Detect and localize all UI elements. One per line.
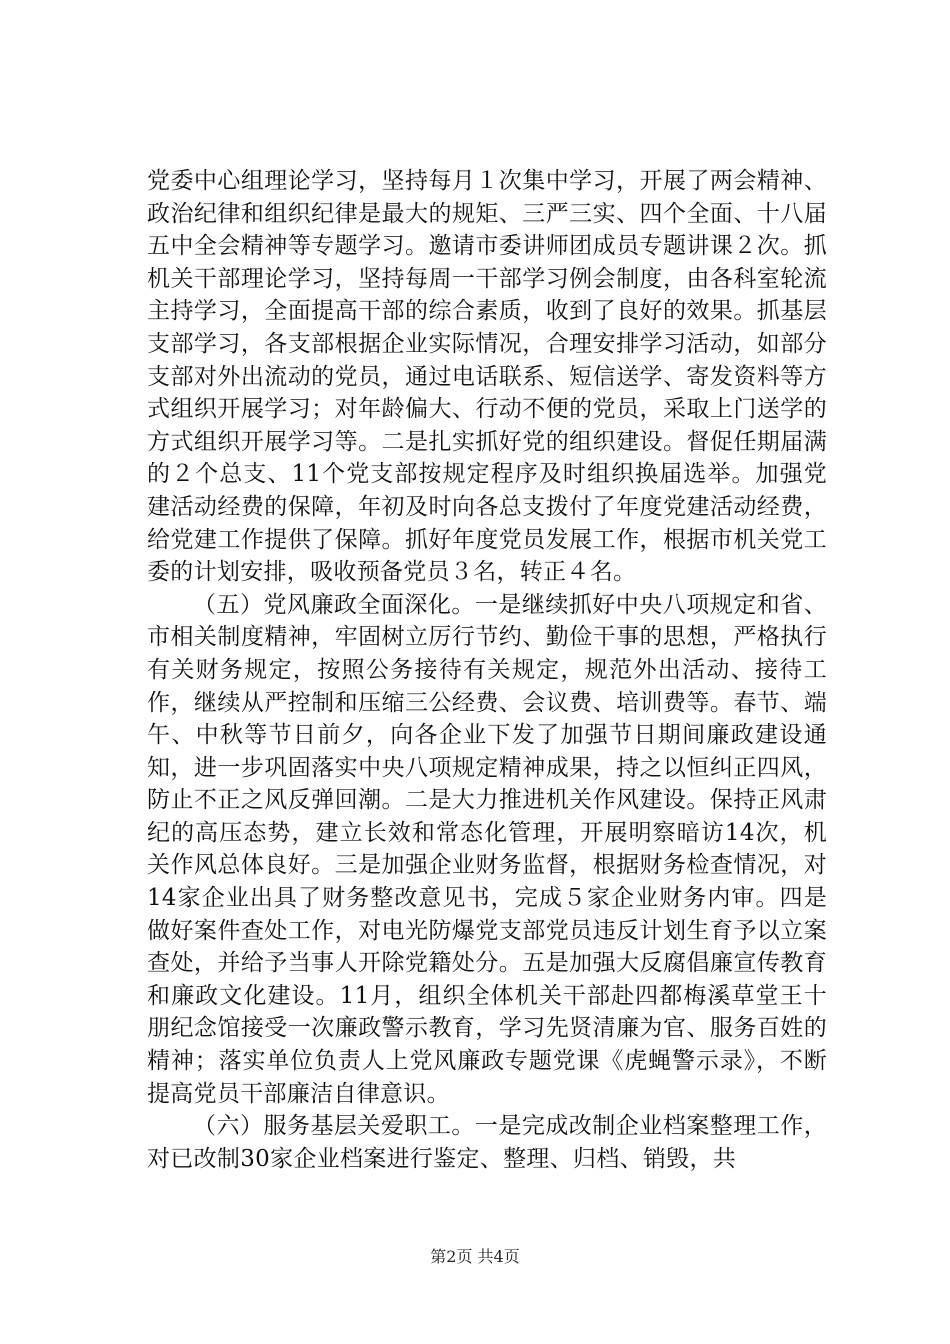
paragraph-party-study: 党委中心组理论学习，坚持每月１次集中学习，开展了两会精神、政治纪律和组织纪律是最大的规矩、三严三实、四个全面、十八届五中全会精神等专题学习。邀请市委讲师团成员专题讲课２次。抓机关干部理论学习，坚持每周一干部学习例会制度，由各科室轮流主持学习，全面提高干部的综合素质，收到了良好的效果。抓基层支部学习，各支部根据企业实际情况，合理安排学习活动，如部分支部对外出流动的党员，通过电话联系、短信送学、寄发资料等方式组织开展学习；对年龄偏大、行动不便的党员，采取上门送学的方式组织开展学习等。二是扎实抓好党的组织建设。督促任期届满的２个总支、11个党支部按规定程序及时组织换届选举。加强党建活动经费的保障，年初及时向各总支拨付了年度党建活动经费，给党建工作提供了保障。抓好年度党员发展工作，根据市机关党工委的计划安排，吸收预备党员３名，转正４名。 (147, 168, 827, 586)
paragraph-serve-grassroots: （六）服务基层关爱职工。一是完成改制企业档案整理工作，对已改制30家企业档案进行鉴定、整理、归档、销毁，共 (147, 1113, 827, 1172)
paragraph-clean-governance: （五）党风廉政全面深化。一是继续抓好中央八项规定和省、市相关制度精神，牢固树立厉行节约、勤俭干事的思想，严格执行有关财务规定，按照公务接待有关规定，规范外出活动、接待工作，继续从严控制和压缩三公经费、会议费、培训费等。春节、端午、中秋等节日前夕，向各企业下发了加强节日期间廉政建设通知，进一步巩固落实中央八项规定精神成果，持之以恒纠正四风，防止不正之风反弹回潮。二是大力推进机关作风建设。保持正风肃纪的高压态势，建立长效和常态化管理，开展明察暗访14次，机关作风总体良好。三是加强企业财务监督，根据财务检查情况，对14家企业出具了财务整改意见书，完成５家企业财务内审。四是做好案件查处工作，对电光防爆党支部党员违反计划生育予以立案查处，并给予当事人开除党籍处分。五是加强大反腐倡廉宣传教育和廉政文化建设。11月，组织全体机关干部赴四都梅溪草堂王十朋纪念馆接受一次廉政警示教育，学习先贤清廉为官、服务百姓的精神；落实单位负责人上党风廉政专题党课《虎蝇警示录》，不断提高党员干部廉洁自律意识。 (147, 591, 827, 1107)
page-number-footer: 第2页 共4页 (430, 1247, 520, 1266)
document-body (147, 165, 827, 1175)
